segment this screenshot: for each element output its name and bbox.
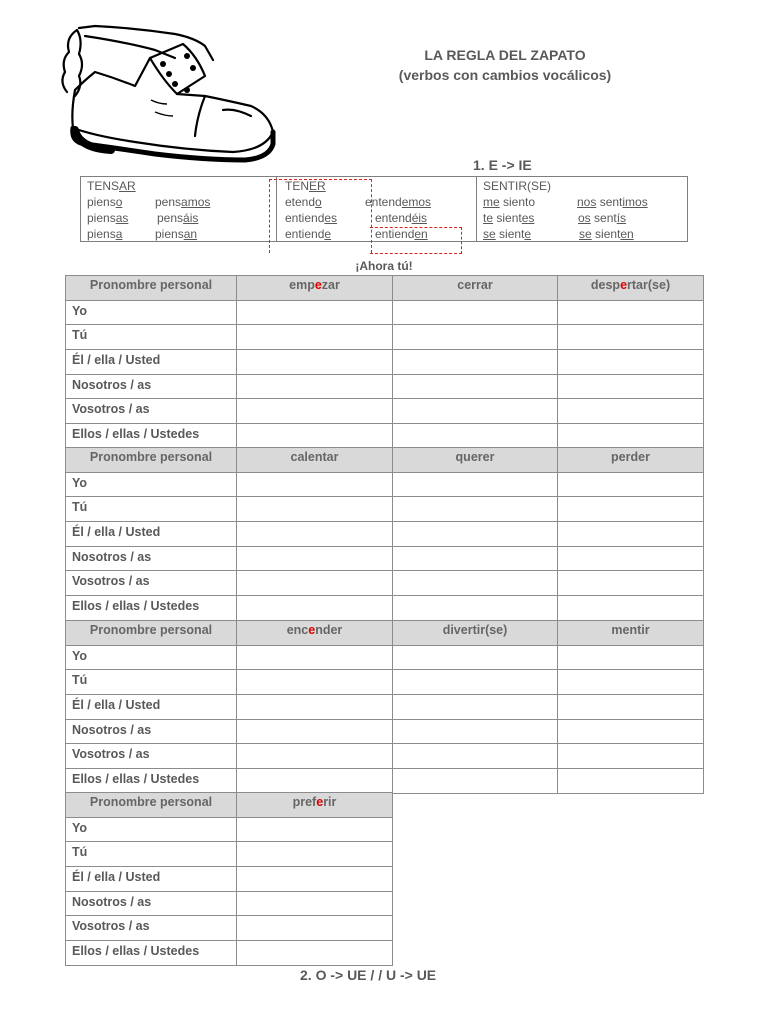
table-row <box>66 817 393 842</box>
answer-cell[interactable] <box>237 374 393 399</box>
table-row <box>66 472 704 497</box>
answer-cell[interactable] <box>237 350 393 375</box>
answer-cell[interactable] <box>237 744 393 769</box>
table-header-row <box>66 793 393 818</box>
answer-cell[interactable] <box>393 374 558 399</box>
tensar-tu: piensas <box>87 211 129 225</box>
sentir-tu: te sientes <box>483 211 535 225</box>
answer-cell[interactable] <box>237 325 393 350</box>
table-row <box>66 695 704 720</box>
answer-cell[interactable] <box>558 472 704 497</box>
verb-header: cerrar <box>393 276 558 301</box>
sentir-infinitive: SENTIR(SE) <box>483 179 552 193</box>
table-row <box>66 916 393 941</box>
table-row <box>66 744 704 769</box>
pronoun-cell: Él / ella / Usted <box>66 350 237 375</box>
table-row <box>66 399 704 424</box>
pronoun-cell: Yo <box>66 300 237 325</box>
page-title: LA REGLA DEL ZAPATO <box>424 47 586 63</box>
tensar-infinitive: TENSAR <box>87 179 136 193</box>
answer-cell[interactable] <box>558 374 704 399</box>
table-row <box>66 497 704 522</box>
pronoun-cell: Tú <box>66 670 237 695</box>
answer-cell[interactable] <box>393 522 558 547</box>
table-row <box>66 670 704 695</box>
pronoun-cell: Nosotros / as <box>66 546 237 571</box>
table-row <box>66 941 393 966</box>
pronoun-cell: Nosotros / as <box>66 374 237 399</box>
answer-cell[interactable] <box>393 350 558 375</box>
answer-cell[interactable] <box>393 695 558 720</box>
conjugation-table <box>65 620 704 794</box>
answer-cell[interactable] <box>237 645 393 670</box>
table-row <box>66 300 704 325</box>
conjugation-table <box>65 275 704 449</box>
answer-cell[interactable] <box>237 867 393 892</box>
pronoun-cell: Tú <box>66 842 237 867</box>
sentir-ellos: se sienten <box>579 227 634 241</box>
pronoun-cell: Tú <box>66 497 237 522</box>
answer-cell[interactable] <box>393 472 558 497</box>
verb-header: despertar(se) <box>558 276 704 301</box>
pronoun-cell: Ellos / ellas / Ustedes <box>66 596 237 621</box>
answer-cell[interactable] <box>558 645 704 670</box>
answer-cell[interactable] <box>393 719 558 744</box>
answer-cell[interactable] <box>237 300 393 325</box>
table-header-row <box>66 276 704 301</box>
verb-header: calentar <box>237 448 393 473</box>
table-row <box>66 891 393 916</box>
practice-heading: ¡Ahora tú! <box>355 259 413 273</box>
answer-cell[interactable] <box>237 424 393 449</box>
verb-header: perder <box>558 448 704 473</box>
pronoun-cell: Él / ella / Usted <box>66 695 237 720</box>
tensar-yo: pienso <box>87 195 123 209</box>
table-row <box>66 571 704 596</box>
answer-cell[interactable] <box>237 472 393 497</box>
pronoun-cell: Él / ella / Usted <box>66 867 237 892</box>
answer-cell[interactable] <box>237 571 393 596</box>
tener-ellos: entienden <box>375 227 428 241</box>
pronoun-cell: Yo <box>66 817 237 842</box>
boot-highlight-box-lower <box>370 227 462 254</box>
boot-illustration <box>55 20 280 168</box>
conjugation-table <box>65 447 704 621</box>
pronoun-cell: Ellos / ellas / Ustedes <box>66 769 237 794</box>
verb-header: querer <box>393 448 558 473</box>
answer-cell[interactable] <box>237 546 393 571</box>
sentir-el: se siente <box>483 227 532 241</box>
pronoun-cell: Vosotros / as <box>66 916 237 941</box>
table-row <box>66 645 704 670</box>
pronoun-cell: Nosotros / as <box>66 891 237 916</box>
answer-cell[interactable] <box>237 670 393 695</box>
pronoun-header: Pronombre personal <box>66 621 237 646</box>
tensar-ellos: piensan <box>155 227 198 241</box>
pronoun-cell: Vosotros / as <box>66 744 237 769</box>
answer-cell[interactable] <box>237 497 393 522</box>
answer-cell[interactable] <box>393 497 558 522</box>
table-row <box>66 596 704 621</box>
pronoun-cell: Tú <box>66 325 237 350</box>
table-row <box>66 522 704 547</box>
answer-cell[interactable] <box>558 497 704 522</box>
tensar-el: piensa <box>87 227 123 241</box>
tensar-nosotros: pensamos <box>155 195 211 209</box>
pronoun-header: Pronombre personal <box>66 448 237 473</box>
example-col-sentir <box>477 177 689 241</box>
example-col-tensar <box>81 177 277 241</box>
pronoun-cell: Ellos / ellas / Ustedes <box>66 941 237 966</box>
answer-cell[interactable] <box>558 399 704 424</box>
tener-infinitive: TENER <box>285 179 326 193</box>
tener-el: entiende <box>285 227 332 241</box>
answer-cell[interactable] <box>558 719 704 744</box>
table-row <box>66 325 704 350</box>
answer-cell[interactable] <box>237 891 393 916</box>
sentir-yo: me siento <box>483 195 536 209</box>
verb-header: divertir(se) <box>393 621 558 646</box>
pronoun-cell: Yo <box>66 645 237 670</box>
table-header-row <box>66 621 704 646</box>
tener-nosotros: entendemos <box>365 195 432 209</box>
pronoun-cell: Él / ella / Usted <box>66 522 237 547</box>
answer-cell[interactable] <box>393 596 558 621</box>
answer-cell[interactable] <box>393 300 558 325</box>
answer-cell[interactable] <box>558 424 704 449</box>
pronoun-cell: Yo <box>66 472 237 497</box>
tensar-vosotros: pensáis <box>157 211 199 225</box>
answer-cell[interactable] <box>558 769 704 794</box>
sentir-nosotros: nos sentimos <box>577 195 648 209</box>
answer-cell[interactable] <box>558 300 704 325</box>
table-row <box>66 546 704 571</box>
table-row <box>66 719 704 744</box>
pronoun-cell: Ellos / ellas / Ustedes <box>66 424 237 449</box>
answer-cell[interactable] <box>558 744 704 769</box>
answer-cell[interactable] <box>393 325 558 350</box>
verb-header: encender <box>237 621 393 646</box>
answer-cell[interactable] <box>237 842 393 867</box>
verb-header: mentir <box>558 621 704 646</box>
answer-cell[interactable] <box>393 645 558 670</box>
answer-cell[interactable] <box>558 325 704 350</box>
tener-vosotros: entendéis <box>375 211 428 225</box>
answer-cell[interactable] <box>558 571 704 596</box>
pronoun-header: Pronombre personal <box>66 276 237 301</box>
answer-cell[interactable] <box>558 670 704 695</box>
section-heading-e-ie: 1. E -> IE <box>473 157 532 173</box>
pronoun-cell: Vosotros / as <box>66 571 237 596</box>
pronoun-header: Pronombre personal <box>66 793 237 818</box>
answer-cell[interactable] <box>393 546 558 571</box>
pronoun-cell: Vosotros / as <box>66 399 237 424</box>
answer-cell[interactable] <box>558 522 704 547</box>
verb-header: preferir <box>237 793 393 818</box>
answer-cell[interactable] <box>237 719 393 744</box>
answer-cell[interactable] <box>558 596 704 621</box>
table-row <box>66 842 393 867</box>
verb-header: empezar <box>237 276 393 301</box>
answer-cell[interactable] <box>237 916 393 941</box>
table-row <box>66 867 393 892</box>
answer-cell[interactable] <box>237 941 393 966</box>
sentir-vosotros: os sentís <box>578 211 627 225</box>
answer-cell[interactable] <box>393 769 558 794</box>
answer-cell[interactable] <box>393 670 558 695</box>
section-heading-o-ue: 2. O -> UE / / U -> UE <box>300 967 437 983</box>
answer-cell[interactable] <box>393 424 558 449</box>
table-row <box>66 374 704 399</box>
answer-cell[interactable] <box>558 546 704 571</box>
answer-cell[interactable] <box>237 596 393 621</box>
table-header-row <box>66 448 704 473</box>
answer-cell[interactable] <box>237 817 393 842</box>
answer-cell[interactable] <box>558 695 704 720</box>
table-row <box>66 350 704 375</box>
tener-tu: entiendes <box>285 211 338 225</box>
table-row <box>66 424 704 449</box>
answer-cell[interactable] <box>237 522 393 547</box>
boot-highlight-box-upper <box>269 179 372 253</box>
answer-cell[interactable] <box>237 769 393 794</box>
table-row <box>66 769 704 794</box>
answer-cell[interactable] <box>558 350 704 375</box>
answer-cell[interactable] <box>237 695 393 720</box>
answer-cell[interactable] <box>237 399 393 424</box>
answer-cell[interactable] <box>393 571 558 596</box>
pronoun-cell: Nosotros / as <box>66 719 237 744</box>
answer-cell[interactable] <box>393 399 558 424</box>
answer-cell[interactable] <box>393 744 558 769</box>
page-subtitle: (verbos con cambios vocálicos) <box>398 67 612 83</box>
conjugation-table <box>65 792 393 966</box>
tener-yo: etendo <box>285 195 322 209</box>
